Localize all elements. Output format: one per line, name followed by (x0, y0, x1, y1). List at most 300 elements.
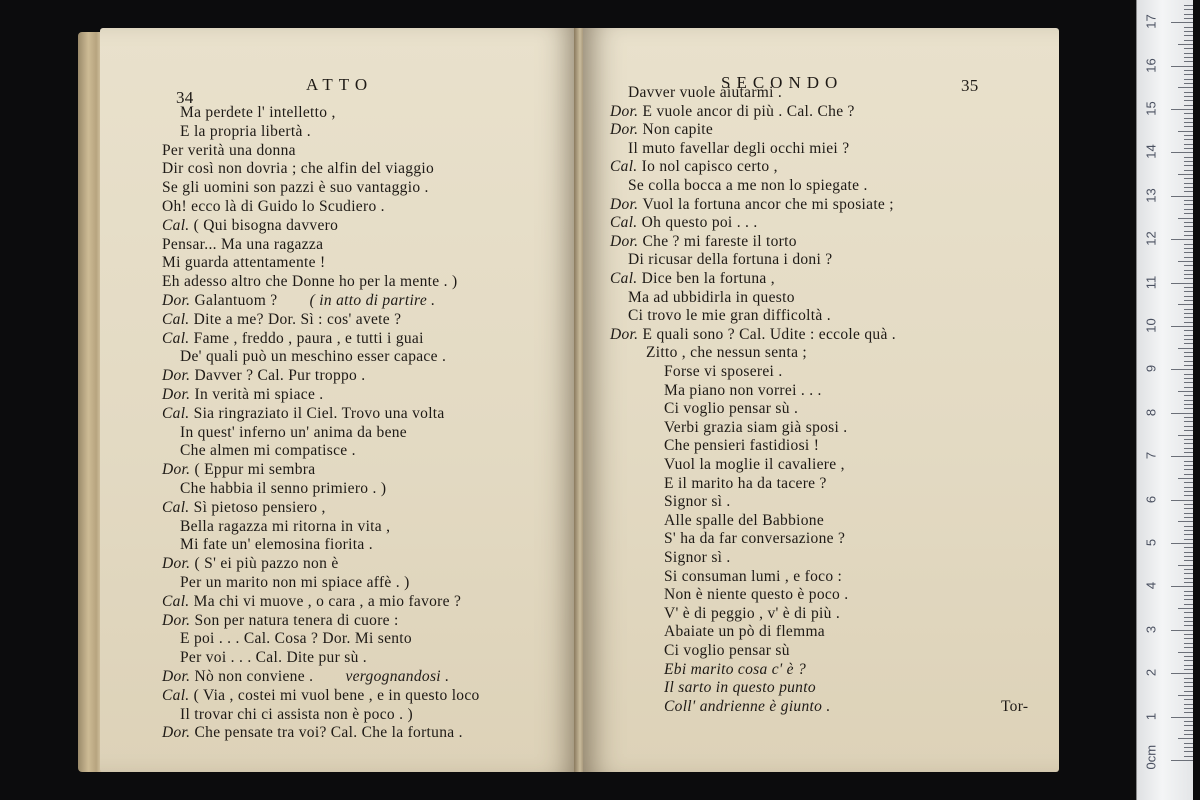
ruler-tick (1184, 105, 1193, 106)
speaker-label: Dor. (610, 325, 643, 343)
line-text: V' è di peggio , v' è di più . (664, 604, 841, 622)
text-line (180, 536, 373, 553)
text-line (162, 179, 429, 196)
ruler-tick (1184, 343, 1193, 344)
ruler-label: 3 (1143, 625, 1159, 633)
ruler-tick (1184, 582, 1193, 583)
ruler-tick (1184, 638, 1193, 639)
line-text: Per verità una donna (162, 141, 296, 159)
text-line (628, 140, 849, 157)
ruler-tick (1184, 313, 1193, 314)
ruler-tick (1184, 430, 1193, 431)
ruler-tick (1184, 257, 1193, 258)
ruler-tick (1184, 643, 1193, 644)
line-text: Ma chi vi muove , o cara , a mio favore ? (193, 592, 462, 610)
ruler-label: 2 (1143, 669, 1159, 677)
ruler-tick (1184, 9, 1193, 10)
line-text: De' quali può un meschino esser capace . (180, 348, 447, 366)
ruler-tick (1184, 126, 1193, 127)
ruler-tick (1184, 27, 1193, 28)
ruler-label: 17 (1143, 14, 1159, 29)
text-line (162, 292, 435, 309)
ruler-tick (1184, 235, 1193, 236)
ruler-label: 1 (1143, 712, 1159, 720)
ruler-tick (1184, 721, 1193, 722)
ruler-tick (1184, 482, 1193, 483)
ruler-tick (1184, 734, 1193, 735)
ruler-tick (1184, 426, 1193, 427)
speaker-label: Dor. (162, 611, 195, 629)
speaker-label: Cal. (162, 686, 194, 704)
text-line (628, 307, 831, 324)
ruler-tick (1184, 339, 1193, 340)
page-number-left: 34 (176, 88, 194, 107)
ruler-tick (1184, 634, 1193, 635)
ruler-tick (1184, 513, 1193, 514)
ruler-tick (1184, 300, 1193, 301)
line-text: Nò non conviene . (194, 668, 314, 685)
line-text: Davver vuole aiutarmi . (628, 84, 783, 101)
text-line (180, 348, 446, 365)
line-text: Abaiate un pò di flemma (664, 623, 825, 641)
line-text: Dite a me? Dor. Sì : cos' avete ? (193, 310, 402, 328)
ruler-tick (1171, 586, 1193, 587)
line-text: Ci voglio pensar sù . (664, 400, 799, 418)
measuring-ruler (1136, 0, 1193, 800)
line-text: Dir così non dovria ; che alfin del viaggio (162, 160, 435, 178)
ruler-tick (1184, 270, 1193, 271)
ruler-tick (1184, 725, 1193, 726)
text-line (162, 311, 401, 328)
line-text: Dice ben la fortuna , (641, 270, 775, 287)
text-line (180, 123, 311, 140)
ruler-tick (1184, 534, 1193, 535)
ruler-label: 13 (1143, 188, 1159, 203)
ruler-tick (1184, 448, 1193, 449)
ruler-tick (1184, 678, 1193, 679)
line-text: Sia ringraziato il Ciel. Trovo una volta (193, 404, 445, 422)
text-line (664, 400, 798, 417)
ruler-tick (1184, 704, 1193, 705)
ruler-tick (1184, 74, 1193, 75)
ruler-tick (1184, 122, 1193, 123)
ruler-tick (1178, 348, 1193, 349)
text-line (664, 549, 731, 566)
ruler-tick (1184, 474, 1193, 475)
ruler-tick (1184, 178, 1193, 179)
text-line (180, 649, 367, 666)
speaker-label: Dor. (162, 292, 195, 309)
ruler-tick (1184, 665, 1193, 666)
speaker-label: Cal. (610, 214, 642, 232)
ruler-label: 11 (1143, 275, 1159, 289)
text-line (162, 687, 480, 704)
text-line (180, 518, 390, 535)
ruler-tick (1184, 552, 1193, 553)
ruler-tick (1171, 22, 1193, 23)
text-line (664, 623, 825, 640)
ruler-tick (1184, 61, 1193, 62)
speaker-label: Dor. (610, 121, 643, 139)
ruler-tick (1184, 669, 1193, 670)
ruler-tick (1184, 361, 1193, 362)
text-line (610, 121, 713, 138)
ruler-label: 7 (1143, 452, 1159, 460)
text-line (610, 158, 778, 175)
ruler-tick (1184, 699, 1193, 700)
ruler-tick (1184, 191, 1193, 192)
line-text: ( Eppur mi sembra (194, 461, 316, 479)
speaker-label: Cal. (162, 498, 194, 516)
ruler-tick (1178, 391, 1193, 392)
ruler-tick (1184, 274, 1193, 275)
text-line (646, 344, 807, 361)
ruler-tick (1184, 92, 1193, 93)
ruler-tick (1184, 317, 1193, 318)
running-head-right: SECONDO (721, 73, 844, 92)
ruler-tick (1184, 452, 1193, 453)
ruler-tick (1184, 756, 1193, 757)
line-text: Che ? mi fareste il torto (642, 232, 797, 250)
line-text: Oh! ecco là di Guido lo Scudiero . (162, 198, 385, 215)
running-head-left: ATTO (306, 75, 374, 94)
text-line (162, 367, 365, 384)
text-line (664, 493, 731, 510)
line-text: Mi guarda attentamente ! (162, 254, 326, 272)
text-line (162, 386, 323, 403)
speaker-label: Cal. (162, 310, 194, 328)
line-text: Il trovar chi ci assista non è poco . ) (180, 705, 413, 723)
catchword: Tor- (1001, 697, 1029, 715)
ruler-tick (1178, 652, 1193, 653)
ruler-tick (1178, 695, 1193, 696)
ruler-tick (1184, 209, 1193, 210)
ruler-tick (1178, 261, 1193, 262)
stage-direction: ( in atto di partire . (305, 292, 436, 309)
ruler-tick (1184, 374, 1193, 375)
ruler-tick (1184, 213, 1193, 214)
text-line (664, 475, 827, 492)
speaker-label: Dor. (162, 668, 195, 685)
ruler-tick (1184, 165, 1193, 166)
ruler-tick (1184, 660, 1193, 661)
ruler-tick (1184, 96, 1193, 97)
ruler-tick (1184, 595, 1193, 596)
ruler-tick (1184, 222, 1193, 223)
ruler-tick (1184, 100, 1193, 101)
text-line (162, 612, 399, 629)
ruler-tick (1184, 387, 1193, 388)
ruler-tick (1184, 461, 1193, 462)
ruler-label: 6 (1143, 495, 1159, 503)
line-text: Che pensate tra voi? Cal. Che la fortuna . (194, 724, 463, 742)
ruler-tick (1184, 400, 1193, 401)
ruler-tick (1184, 53, 1193, 54)
speaker-label: Cal. (610, 158, 642, 176)
ruler-tick (1184, 330, 1193, 331)
line-text: Forse vi sposerei . (664, 363, 783, 380)
line-text: Zitto , che nessun senta ; (646, 344, 808, 362)
text-line (180, 706, 413, 723)
ruler-tick (1184, 743, 1193, 744)
ruler-tick (1178, 738, 1193, 739)
ruler-tick (1184, 591, 1193, 592)
ruler-tick (1184, 231, 1193, 232)
ruler-tick (1178, 218, 1193, 219)
text-line (664, 679, 816, 696)
ruler-tick (1178, 478, 1193, 479)
ruler-tick (1184, 265, 1193, 266)
speaker-label: Dor. (610, 232, 643, 250)
text-line (664, 512, 824, 529)
left-page (100, 28, 578, 772)
ruler-tick (1184, 517, 1193, 518)
line-text: Il muto favellar degli occhi miei ? (628, 139, 850, 157)
ruler-tick (1171, 109, 1193, 110)
ruler-tick (1184, 469, 1193, 470)
ruler-tick (1184, 113, 1193, 114)
ruler-tick (1171, 413, 1193, 414)
ruler-tick (1184, 278, 1193, 279)
line-text: Io nol capisco certo , (641, 158, 778, 176)
ruler-tick (1184, 57, 1193, 58)
text-line (180, 574, 410, 591)
ruler-tick (1178, 608, 1193, 609)
text-line (162, 273, 457, 290)
text-line (628, 251, 832, 268)
ruler-tick (1184, 226, 1193, 227)
line-text: ( Via , costei mi vuol bene , e in questo loco (193, 686, 480, 704)
stage-direction: vergognandosi . (341, 668, 450, 685)
ruler-tick (1178, 44, 1193, 45)
ruler-label: 14 (1143, 144, 1159, 160)
ruler-tick (1184, 378, 1193, 379)
ruler-tick (1184, 404, 1193, 405)
ruler-tick (1184, 31, 1193, 32)
ruler-label: 0cm (1143, 744, 1159, 770)
text-line (628, 84, 782, 101)
ruler-tick (1184, 170, 1193, 171)
text-line (180, 480, 386, 497)
ruler-tick (1184, 200, 1193, 201)
text-line (664, 382, 822, 399)
ruler-label: 9 (1143, 365, 1159, 373)
ruler-tick (1178, 435, 1193, 436)
right-page (583, 28, 1059, 772)
line-text: Che almen mi compatisce . (180, 442, 356, 460)
line-text: Eh adesso altro che Donne ho per la mente . ) (162, 273, 458, 291)
ruler-tick (1184, 148, 1193, 149)
line-text: E la propria libertà . (180, 122, 311, 140)
line-text: Si consuman lumi , e foco : (664, 567, 843, 585)
ruler-tick (1171, 152, 1193, 153)
line-text: Di ricusar della fortuna i doni ? (628, 251, 833, 269)
text-line (180, 424, 407, 441)
text-line (610, 270, 775, 287)
speaker-label: Cal. (162, 404, 194, 422)
ruler-tick (1184, 352, 1193, 353)
ruler-tick (1184, 730, 1193, 731)
speaker-label: Dor. (162, 461, 195, 479)
open-book (78, 22, 1063, 778)
ruler-tick (1178, 565, 1193, 566)
text-line (610, 233, 797, 250)
line-text: ( S' ei più pazzo non è (194, 555, 339, 573)
text-line (664, 419, 847, 436)
line-text: Che pensieri fastidiosi ! (664, 437, 820, 455)
text-line (664, 568, 842, 585)
ruler-tick (1184, 252, 1193, 253)
text-line (162, 198, 385, 215)
ruler-tick (1184, 70, 1193, 71)
line-text: Pensar... Ma una ragazza (162, 235, 324, 253)
speaker-label: Dor. (610, 102, 643, 120)
line-text: Signor sì . (664, 549, 731, 566)
text-line (162, 461, 315, 478)
text-line (162, 236, 323, 253)
text-line (628, 177, 868, 194)
ruler-tick (1184, 5, 1193, 6)
ruler-tick (1184, 79, 1193, 80)
ruler-label: 15 (1143, 101, 1159, 116)
ruler-tick (1178, 131, 1193, 132)
text-line (162, 593, 461, 610)
text-line (180, 104, 336, 121)
ruler-tick (1178, 521, 1193, 522)
ruler-tick (1184, 712, 1193, 713)
ruler-tick (1184, 691, 1193, 692)
speaker-label: Cal. (162, 329, 194, 347)
line-text: Fame , freddo , paura , e tutti i guai (193, 329, 424, 347)
text-line (664, 605, 840, 622)
line-text: Per voi . . . Cal. Dite pur sù . (180, 649, 367, 667)
ruler-tick (1184, 382, 1193, 383)
line-text: Verbi grazia siam già sposi . (664, 418, 848, 436)
ruler-tick (1184, 335, 1193, 336)
speaker-label: Cal. (610, 270, 642, 287)
page-number-right: 35 (961, 76, 979, 95)
line-text: Se gli uomini son pazzi è suo vantaggio . (162, 179, 429, 197)
line-text: Coll' andrienne è giunto . (664, 697, 831, 715)
ruler-label: 16 (1143, 57, 1159, 73)
ruler-tick (1184, 139, 1193, 140)
ruler-tick (1184, 309, 1193, 310)
text-line (610, 214, 758, 231)
ruler-tick (1184, 647, 1193, 648)
ruler-tick (1184, 144, 1193, 145)
speaker-label: Dor. (162, 386, 195, 403)
text-line (162, 160, 434, 177)
text-line (162, 217, 338, 234)
ruler-tick (1184, 356, 1193, 357)
ruler-tick (1171, 66, 1193, 67)
text-line (162, 330, 424, 347)
ruler-tick (1171, 760, 1193, 761)
line-text: Galantuom ? (194, 292, 278, 309)
ruler-tick (1184, 504, 1193, 505)
ruler-tick (1171, 369, 1193, 370)
line-text: E il marito ha da tacere ? (664, 474, 827, 492)
ruler-tick (1184, 526, 1193, 527)
line-text: Che habbia il senno primiero . ) (180, 480, 387, 497)
speaker-label: Dor. (162, 367, 195, 385)
ruler-tick (1171, 717, 1193, 718)
line-text: Vuol la fortuna ancor che mi sposiate ; (642, 195, 894, 213)
line-text: Ci trovo le mie gran difficoltà . (628, 307, 831, 325)
line-text: ( Qui bisogna davvero (193, 216, 339, 234)
line-text: E poi . . . Cal. Cosa ? Dor. Mi sento (180, 630, 412, 648)
line-text: Ma ad ubbidirla in questo (628, 288, 795, 306)
ruler-tick (1184, 18, 1193, 19)
ruler-tick (1171, 456, 1193, 457)
text-line (162, 142, 296, 159)
line-text: Ebi marito cosa c' è ? (664, 660, 807, 678)
ruler-tick (1184, 187, 1193, 188)
text-line (664, 661, 806, 678)
ruler-tick (1171, 543, 1193, 544)
text-line (664, 456, 845, 473)
line-text: Alle spalle del Babbione (664, 511, 825, 529)
ruler-tick (1184, 365, 1193, 366)
ruler-tick (1184, 417, 1193, 418)
line-text: Ci voglio pensar sù (664, 642, 790, 659)
text-line (162, 668, 449, 685)
ruler-label: 12 (1143, 231, 1159, 246)
text-line (180, 630, 412, 647)
ruler-tick (1184, 204, 1193, 205)
line-text: Per un marito non mi spiace affè . ) (180, 574, 410, 591)
ruler-tick (1184, 48, 1193, 49)
text-line (664, 437, 819, 454)
text-line (162, 499, 326, 516)
ruler-tick (1184, 617, 1193, 618)
line-text: Non è niente questo è poco . (664, 586, 849, 604)
text-line (162, 254, 325, 271)
line-text: S' ha da far conversazione ? (664, 530, 846, 548)
ruler-tick (1184, 578, 1193, 579)
line-text: E vuole ancor di più . Cal. Che ? (642, 102, 855, 120)
ruler-label: 4 (1143, 582, 1159, 590)
ruler-tick (1171, 630, 1193, 631)
ruler-tick (1184, 135, 1193, 136)
ruler-tick (1184, 495, 1193, 496)
ruler-tick (1184, 161, 1193, 162)
ruler-tick (1184, 625, 1193, 626)
ruler-tick (1184, 556, 1193, 557)
text-line (180, 442, 356, 459)
ruler-label: 5 (1143, 538, 1159, 547)
text-line (628, 289, 795, 306)
ruler-tick (1184, 439, 1193, 440)
ruler-tick (1184, 395, 1193, 396)
line-text: In quest' inferno un' anima da bene (180, 423, 407, 441)
ruler-tick (1184, 296, 1193, 297)
ruler-tick (1184, 547, 1193, 548)
line-text: E quali sono ? Cal. Udite : eccole quà . (642, 325, 896, 343)
ruler-tick (1171, 196, 1193, 197)
line-text: In verità mi spiace . (194, 386, 324, 403)
ruler-tick (1171, 326, 1193, 327)
line-text: Non capite (642, 121, 714, 139)
ruler-tick (1184, 560, 1193, 561)
ruler-tick (1184, 604, 1193, 605)
ruler-tick (1184, 291, 1193, 292)
ruler-tick (1184, 569, 1193, 570)
line-text: Oh questo poi . . . (641, 214, 758, 232)
line-text: Signor sì . (664, 493, 731, 511)
ruler-tick (1184, 244, 1193, 245)
ruler-tick (1171, 283, 1193, 284)
